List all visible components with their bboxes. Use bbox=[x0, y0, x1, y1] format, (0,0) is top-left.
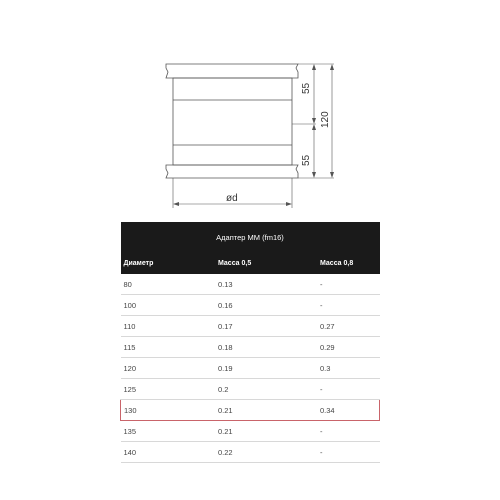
arrow bbox=[312, 172, 316, 178]
cell-diameter: 100 bbox=[121, 295, 216, 316]
cell-mass-05: 0.13 bbox=[215, 274, 317, 295]
cell-diameter: 135 bbox=[121, 421, 216, 442]
table-row bbox=[121, 316, 380, 337]
arrow bbox=[286, 202, 292, 206]
arrow bbox=[312, 64, 316, 70]
arrow bbox=[173, 202, 179, 206]
table-row bbox=[121, 358, 380, 379]
dim-label-diameter: ød bbox=[226, 193, 238, 204]
bottom-flange bbox=[166, 165, 298, 178]
header-mass-05: Масса 0,5 bbox=[215, 252, 317, 274]
spec-table bbox=[120, 222, 380, 463]
cell-diameter: 140 bbox=[121, 442, 216, 463]
dim-label-top: 55 bbox=[301, 82, 312, 94]
cell-mass-08: - bbox=[317, 274, 380, 295]
adapter-drawing bbox=[0, 0, 500, 215]
cell-mass-05: 0.22 bbox=[215, 442, 317, 463]
table-row bbox=[121, 442, 380, 463]
cell-mass-08: - bbox=[317, 295, 380, 316]
cell-diameter: 120 bbox=[121, 358, 216, 379]
cell-diameter: 80 bbox=[121, 274, 216, 295]
table-row bbox=[121, 421, 380, 442]
cell-mass-05: 0.19 bbox=[215, 358, 317, 379]
cell-mass-05: 0.21 bbox=[215, 400, 317, 421]
cell-mass-08: 0.29 bbox=[317, 337, 380, 358]
top-flange bbox=[166, 64, 298, 78]
cell-mass-05: 0.16 bbox=[215, 295, 317, 316]
arrow bbox=[330, 172, 334, 178]
header-mass-08: Масса 0,8 bbox=[317, 252, 380, 274]
table-row-highlighted bbox=[121, 400, 380, 421]
arrow bbox=[312, 124, 316, 130]
table-row bbox=[121, 274, 380, 295]
cell-diameter: 125 bbox=[121, 379, 216, 400]
table-title: Адаптер ММ (fm16) bbox=[121, 222, 380, 252]
table-header-row bbox=[121, 252, 380, 274]
arrow bbox=[312, 118, 316, 124]
cell-mass-08: - bbox=[317, 421, 380, 442]
table-row bbox=[121, 337, 380, 358]
cell-mass-05: 0.21 bbox=[215, 421, 317, 442]
cell-mass-08: 0.3 bbox=[317, 358, 380, 379]
cell-mass-08: - bbox=[317, 379, 380, 400]
table-row bbox=[121, 295, 380, 316]
table-row bbox=[121, 379, 380, 400]
cell-mass-05: 0.18 bbox=[215, 337, 317, 358]
cell-mass-05: 0.2 bbox=[215, 379, 317, 400]
dim-label-bottom: 55 bbox=[301, 154, 312, 166]
dim-label-total: 120 bbox=[320, 111, 331, 128]
cell-mass-08: - bbox=[317, 442, 380, 463]
cell-diameter: 110 bbox=[121, 316, 216, 337]
cell-mass-05: 0.17 bbox=[215, 316, 317, 337]
cell-mass-08: 0.34 bbox=[317, 400, 380, 421]
header-diameter: Диаметр bbox=[121, 252, 216, 274]
cell-diameter: 130 bbox=[121, 400, 216, 421]
cell-mass-08: 0.27 bbox=[317, 316, 380, 337]
cell-diameter: 115 bbox=[121, 337, 216, 358]
arrow bbox=[330, 64, 334, 70]
adapter-body bbox=[173, 78, 292, 165]
